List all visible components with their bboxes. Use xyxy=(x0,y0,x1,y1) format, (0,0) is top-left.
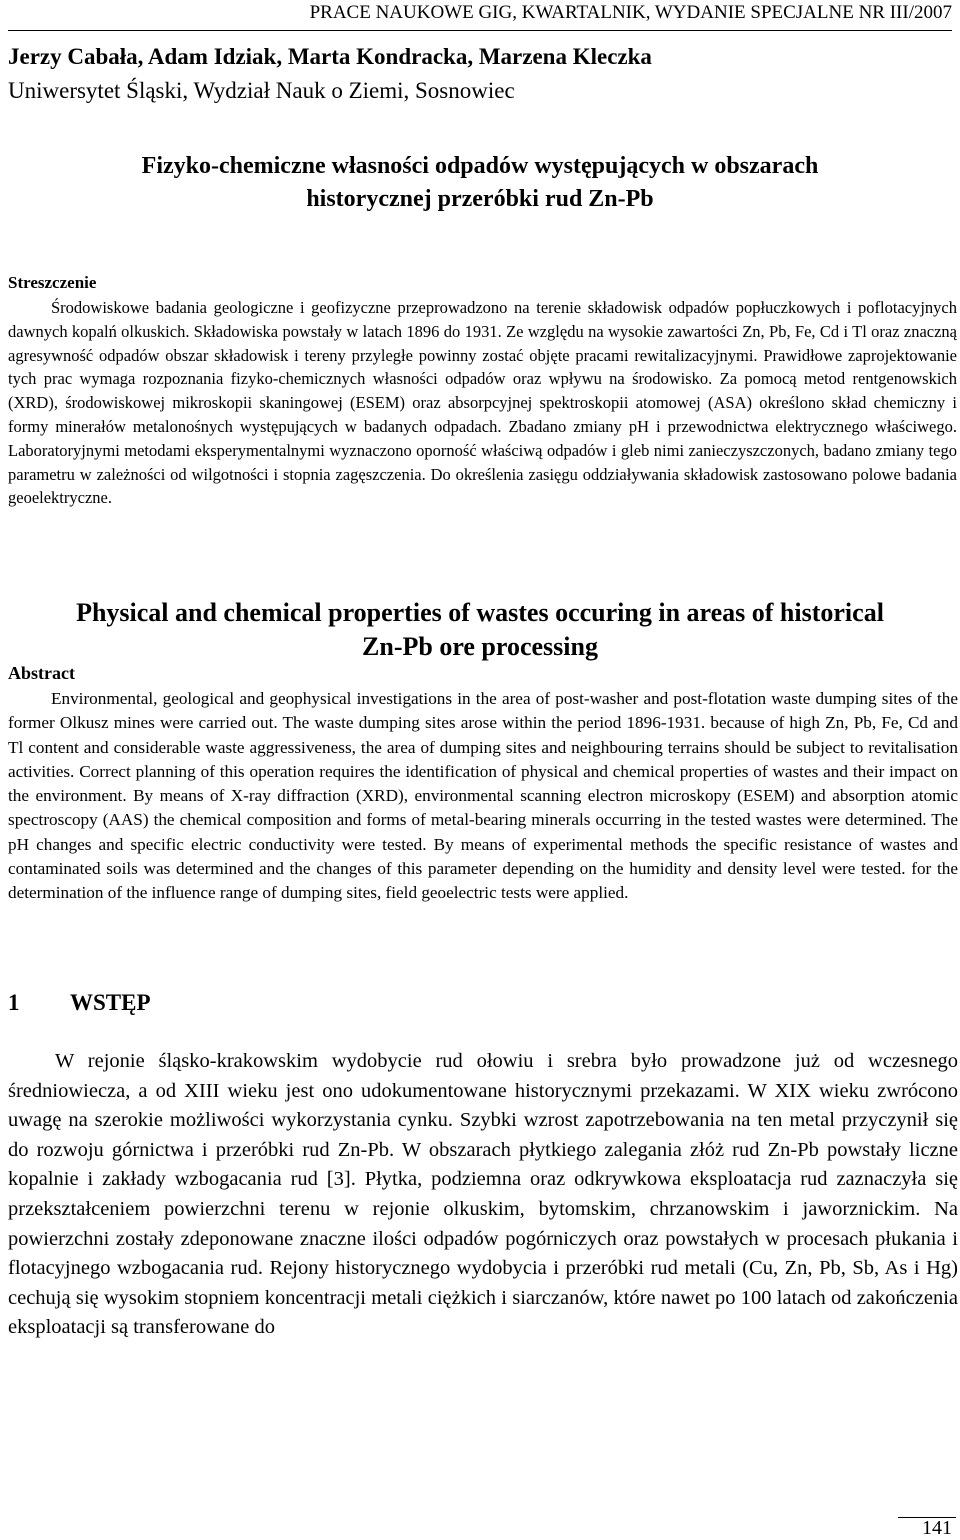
page-number: 141 xyxy=(922,1517,952,1539)
section-number: 1 xyxy=(8,990,20,1015)
running-header: PRACE NAUKOWE GIG, KWARTALNIK, WYDANIE SPECJALNE NR III/2007 xyxy=(8,2,952,31)
authors: Jerzy Cabała, Adam Idziak, Marta Kondracka, Marzena Kleczka xyxy=(8,44,652,69)
streszczenie-text: Środowiskowe badania geologiczne i geofizyczne przeprowadzono na terenie składowisk odpadów popłuczkowych i poflotacyjnych dawnych kopalń olkuskich. Składowiska powstały w latach 1896 do 1931. Ze względu na wysokie zawartości Zn, Pb, Fe, Cd i Tl oraz znaczną agresywność odpadów obszar składowisk i tereny przyległe powinny zostać objęte pracami rewitalizacyjnymi. Prawidłowe zaprojektowanie tych prac wymaga rozpoznania fizyko-chemicznych własności odpadów oraz wpływu na środowisko. Za pomocą metod rentgenowskich (XRD), środowiskowej mikroskopii skaningowej (ESEM) oraz absorpcyjnej spektroskopii atomowej (ASA) określono skład chemiczny i formy minerałów metalonośnych występujących w badanych odpadach. Zbadano zmiany pH i przewodnictwa elektrycznego właściwego. Laboratoryjnymi metodami eksperymentalnymi wyznaczono oporność właściwą odpadów i gleb nimi zanieczyszczonych, badano zmiany tego parametru w zależności od wilgotności i stopnia zagęszczenia. Do określenia zasięgu oddziaływania składowisk zastosowano polowe badania geoelektryczne. xyxy=(8,298,957,508)
title-english-line-2: Zn-Pb ore processing xyxy=(362,632,598,661)
title-polish xyxy=(0,150,960,216)
abstract-text: Environmental, geological and geophysical investigations in the area of post-washer and post-flotation waste dumping sites of the former Olkusz mines were carried out. The waste dumping sites arose within the period 1896-1931. because of high Zn, Pb, Fe, Cd and Tl content and considerable waste aggressiveness, the area of dumping sites and neighbouring terrains should be subject to revitalisation activities. Correct planning of this operation requires the identification of physical and chemical properties of wastes and their impact on the environment. By means of X-ray diffraction (XRD), environmental scanning electron microskopy (ESEM) and absorption atomic spectroscopy (AAS) the chemical composition and forms of metal-bearing minerals occurring in the tested wastes were determined. The pH changes and specific electric conductivity were tested. By means of experimental methods the specific resistance of wastes and contaminated soils was determined and the changes of this parameter depending on the humidity and density level were tested. for the determination of the influence range of dumping sites, field geoelectric tests were applied. xyxy=(8,689,958,903)
title-english-line-1: Physical and chemical properties of wastes occuring in areas of historical xyxy=(76,598,884,627)
section-heading xyxy=(8,990,151,1016)
title-polish-line-2: historycznej przeróbki rud Zn-Pb xyxy=(306,186,654,212)
title-english xyxy=(0,596,960,664)
streszczenie-heading: Streszczenie xyxy=(8,273,97,292)
section-title: WSTĘP xyxy=(70,990,151,1015)
section-paragraph: W rejonie śląsko-krakowskim wydobycie rud ołowiu i srebra było prowadzone już od wczesnego średniowiecza, a od XIII wieku jest ono udokumentowane historycznymi przekazami. W XIX wieku zwrócono uwagę na szerokie możliwości wykorzystania cynku. Szybki wzrost zapotrzebowania na ten metal przyczynił się do rozwoju górnictwa i przeróbki rud Zn-Pb. W obszarach płytkiego zalegania złóż rud Zn-Pb powstały liczne kopalnie i zakłady wzbogacania rud [3]. Płytka, podziemna oraz odkrywkowa eksploatacja rud zaznaczyła się przekształceniem powierzchni terenu w rejonie olkuskim, bytomskim, chrzanowskim i jaworznickim. Na powierzchni zostały zdeponowane znaczne ilości odpadów pogórniczych oraz powstałych w procesach płukania i flotacyjnego wzbogacania rud. Rejony historycznego wydobycia i przeróbki rud metali (Cu, Zn, Pb, Sb, As i Hg) cechują się wysokim stopniem koncentracji metali ciężkich i siarczanów, które nawet po 100 latach od zakończenia eksploatacji są transferowane do xyxy=(8,1050,958,1339)
affiliation: Uniwersytet Śląski, Wydział Nauk o Ziemi, Sosnowiec xyxy=(8,78,515,103)
title-polish-line-1: Fizyko-chemiczne własności odpadów występujących w obszarach xyxy=(141,153,819,179)
abstract-heading: Abstract xyxy=(8,663,75,683)
